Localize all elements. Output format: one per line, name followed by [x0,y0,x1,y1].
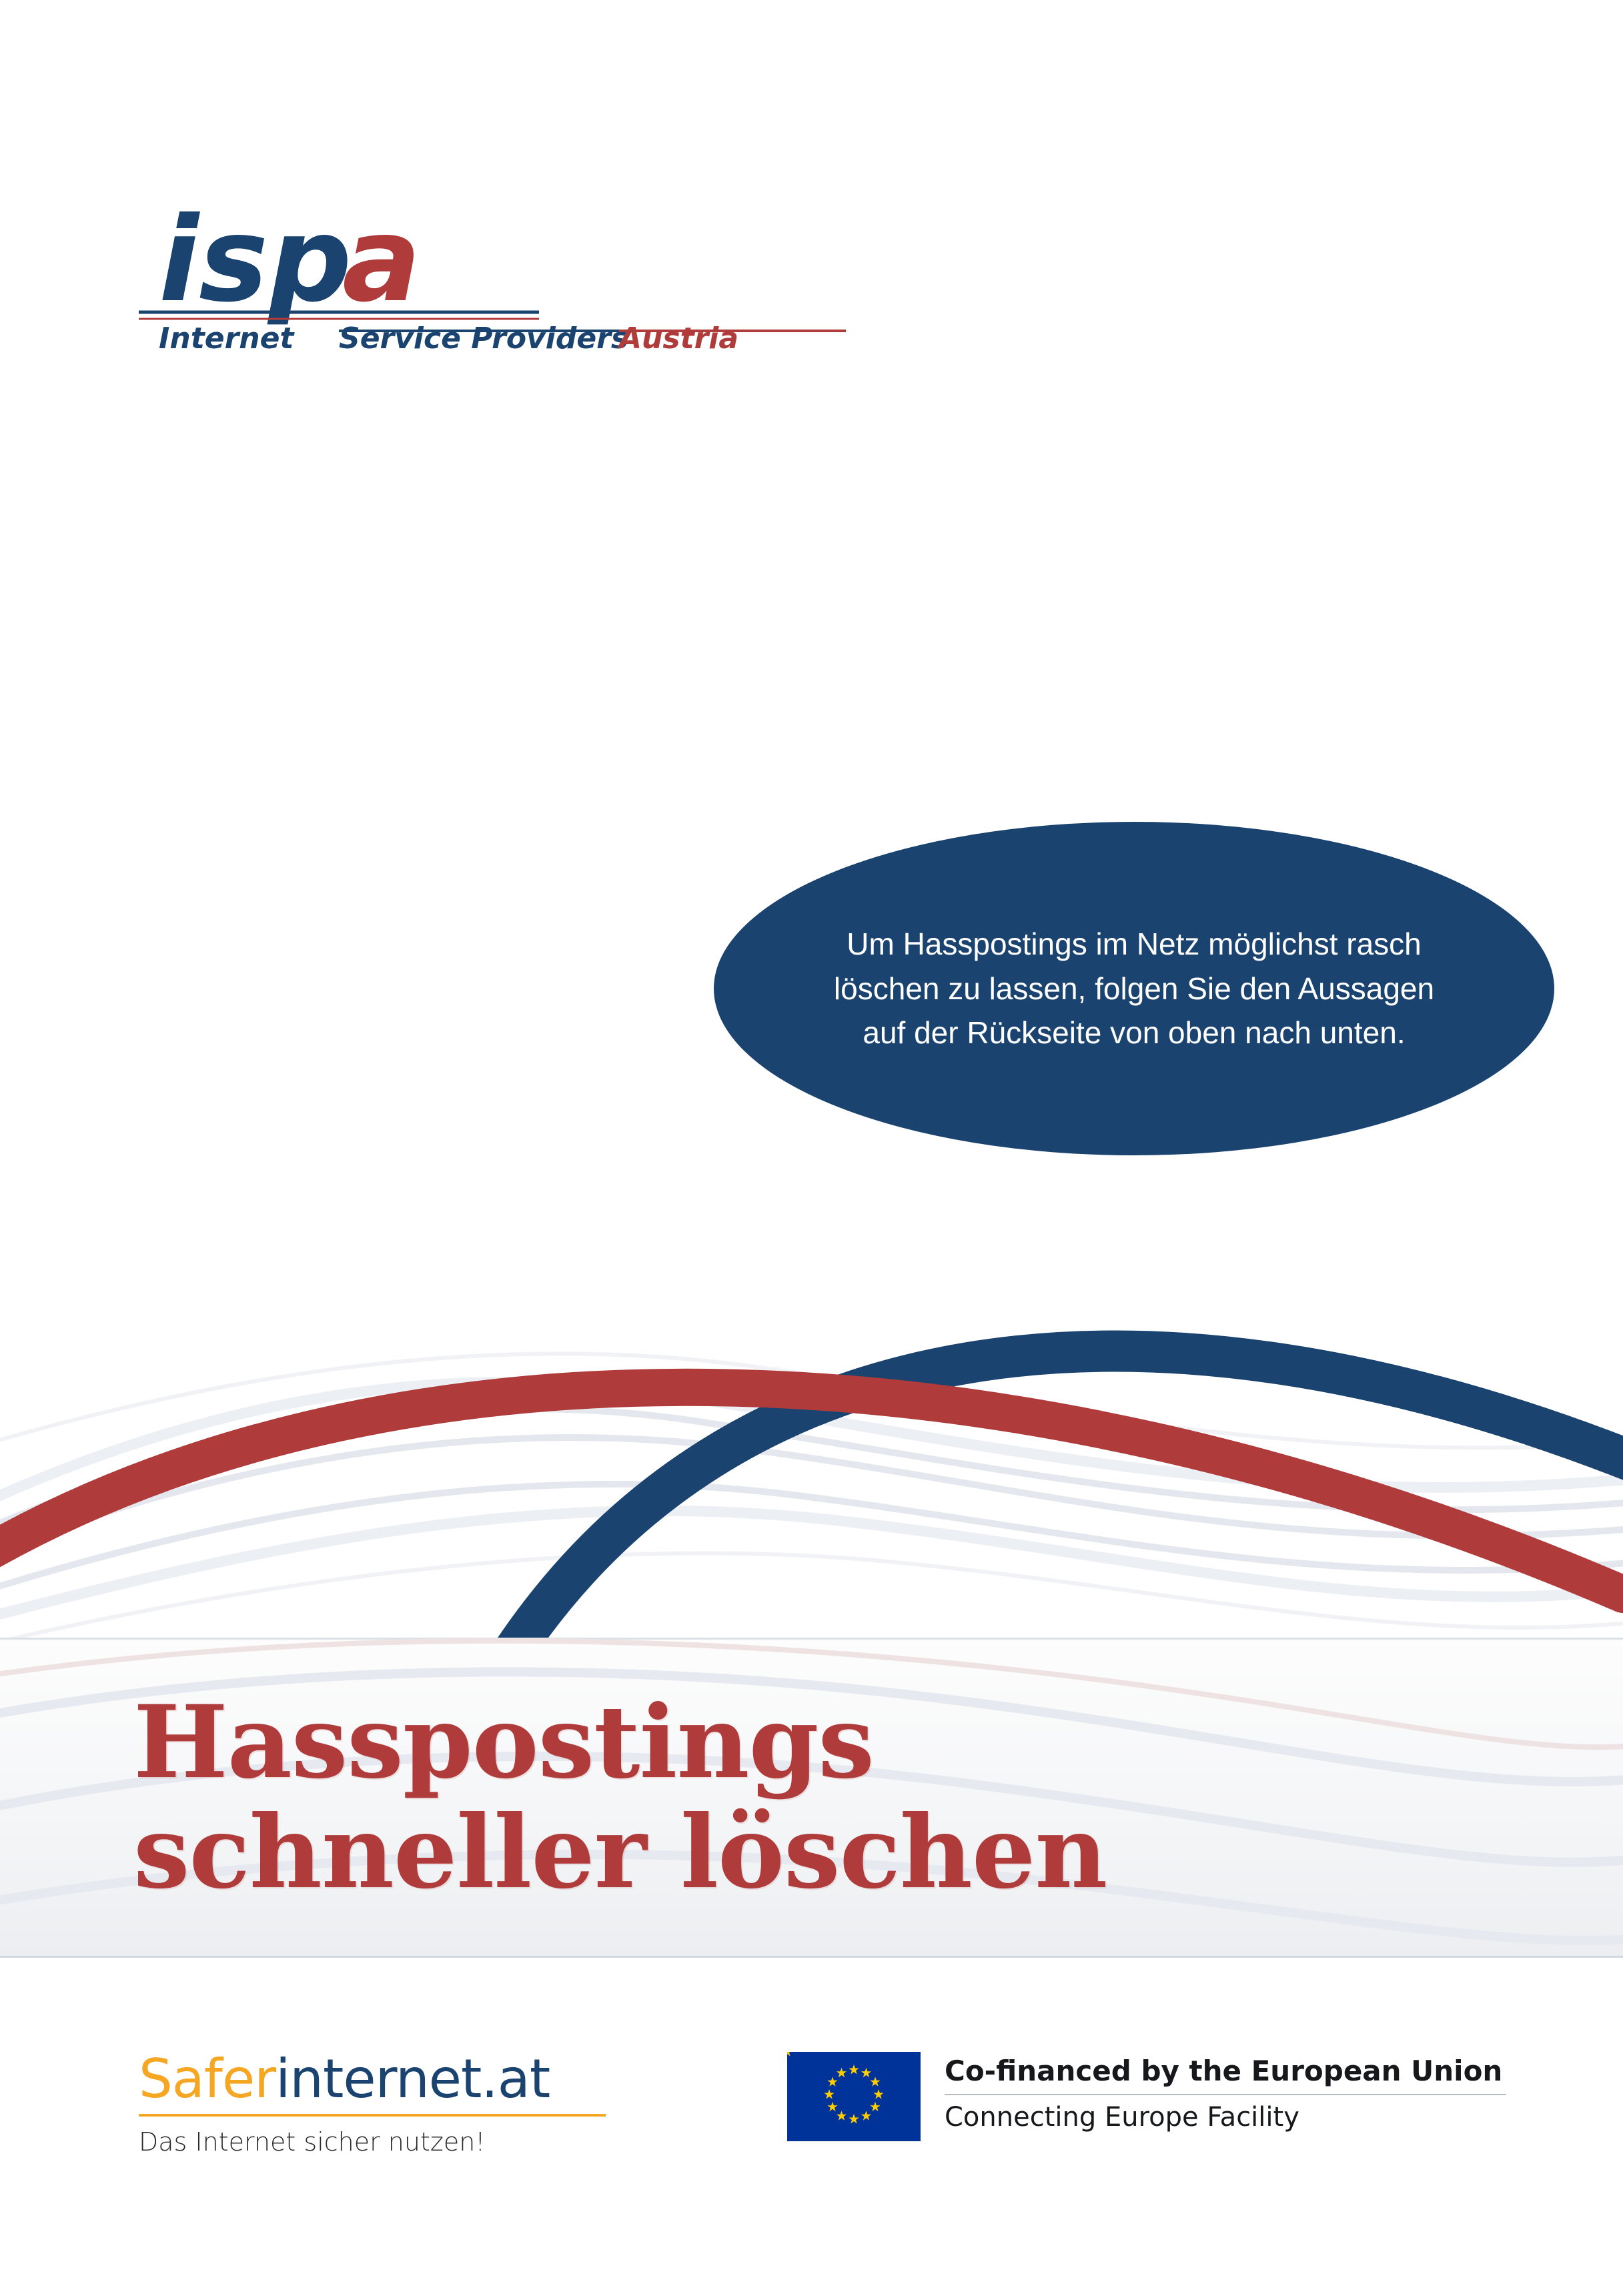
title-band-bottom-rule [0,1956,1623,1958]
eu-flag-stars [787,2052,921,2141]
ispa-tagline-austria: Austria [619,322,739,356]
ispa-wordmark-blue: isp [159,200,352,328]
ispa-tagline-internet: Internet [159,322,294,356]
eu-cofinance-line: Co-financed by the European Union [945,2055,1503,2087]
title-wrap [0,1638,1623,1958]
saferinternet-logo [139,2048,619,2157]
ispa-logo-svg [139,200,926,374]
saferinternet-underline [139,2114,606,2117]
eu-programme-line: Connecting Europe Facility [945,2102,1299,2133]
footer [0,2008,1623,2208]
title-line-2: schneller löschen [133,1794,1107,1911]
saferinternet-wordmark [139,2048,619,2110]
ispa-wordmark-red: a [342,200,422,328]
ispa-tagline-service-providers: Service Providers [339,322,629,356]
instruction-callout-text: Um Hasspostings im Netz möglichst rasch löschen zu lassen, folgen Sie den Aussagen auf der Rückseite von oben nach unten. [833,926,1435,1051]
saferinternet-part1: Safer [139,2048,276,2110]
european-union-flag-icon [787,2052,921,2141]
wave-graphic-svg [0,1247,1623,1661]
eu-text-block [945,2052,1506,2133]
saferinternet-claim: Das Internet sicher nutzen! [139,2127,486,2157]
eu-divider [945,2094,1506,2095]
eu-cofinancing-block [787,2052,1506,2141]
ispa-logo [139,200,926,374]
title-band [0,1638,1623,1958]
title-line-1: Hasspostings [133,1684,874,1801]
wave-graphic [0,1247,1623,1661]
saferinternet-part2: internet.at [276,2048,550,2110]
instruction-callout [714,822,1554,1155]
